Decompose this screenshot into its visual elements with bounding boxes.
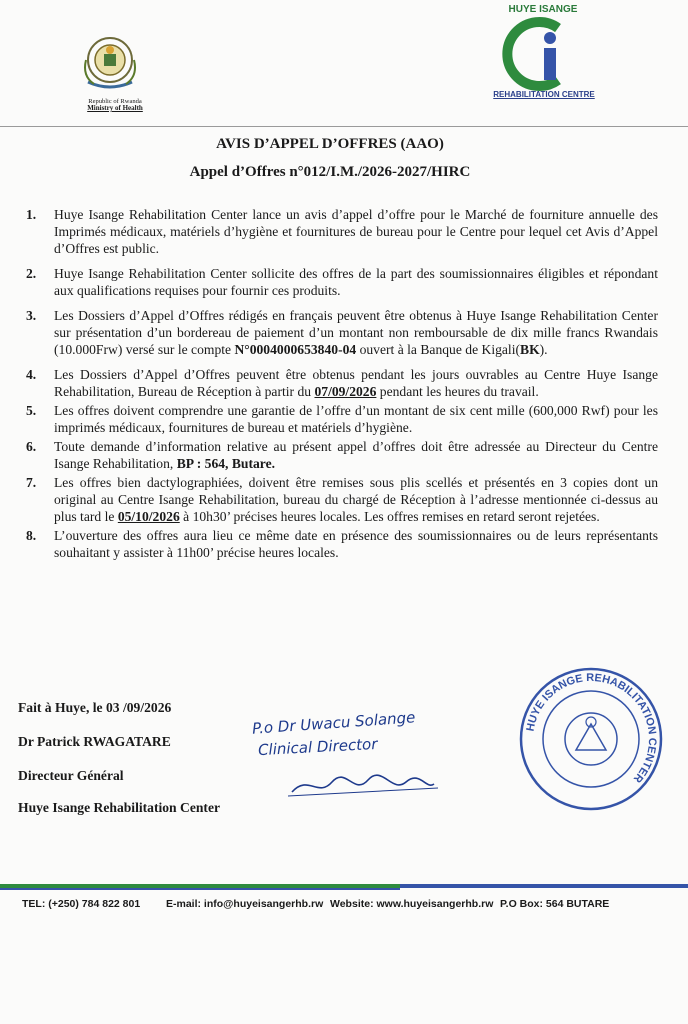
item-text: ouvert à la Banque de Kigali( [356, 342, 521, 357]
document-title: AVIS D’APPEL D’OFFRES (AAO) [216, 136, 444, 152]
item-text: Les offres bien dactylographiées, doivent être remises sous plis scellés et présentés en 3 copies dont un original au Centre Isange Rehabilitation, bureau du chargé de Réception à l’adresse mentionnée ci-dessus au plus tard le [54, 475, 658, 524]
list-item [26, 307, 658, 358]
item-number: 3. [26, 308, 37, 323]
list-item [26, 265, 658, 299]
item-text: Huye Isange Rehabilitation Center sollicite des offres de la part des soumissionnaires éligibles et répondant aux qualifications requises pour fournir ces produits. [54, 266, 658, 298]
item-text: ). [539, 342, 548, 357]
header-divider [0, 126, 688, 127]
org-name-top: HUYE ISANGE [508, 4, 578, 15]
footer-pobox: P.O Box: 564 BUTARE [500, 898, 610, 910]
footer-divider [0, 884, 688, 892]
footer-bar-thin [0, 888, 400, 890]
org-name-bottom: REHABILITATION CENTRE [493, 90, 595, 99]
item-number: 2. [26, 266, 37, 281]
bank-abbrev: BK [520, 342, 540, 357]
deadline-date: 05/10/2026 [117, 509, 180, 524]
item-number: 7. [26, 475, 37, 490]
item-text: Les Dossiers d’Appel d’Offres peuvent être obtenus pendant les jours ouvrables au Centre Huye Isange Rehabilitation, Bureau de Réception à partir du [54, 367, 658, 399]
start-date: 07/09/2026 [314, 384, 377, 399]
list-item [26, 402, 658, 436]
item-text: à 10h30’ précises heures locales. Les offres remises en retard seront rejetées. [179, 509, 600, 524]
signature-scribble-icon [288, 770, 438, 800]
postal-address: BP : 564, Butare. [176, 456, 276, 471]
item-text: Toute demande d’information relative au présent appel d’offres doit être adressée au Directeur du Centre Isange Rehabilitation, [54, 439, 658, 471]
signatory-org: Huye Isange Rehabilitation Center [18, 800, 221, 815]
footer-bar-blue [400, 884, 688, 888]
list-item [26, 366, 658, 400]
item-text: L’ouverture des offres aura lieu ce même date en présence des soumissionnaires ou de leurs représentants souhaitant y assister à 11h00’ précise heures locales. [54, 528, 658, 560]
list-item [26, 474, 658, 525]
handwritten-delegation: P.o Dr Uwacu Solange [251, 708, 416, 738]
item-text: Huye Isange Rehabilitation Center lance un avis d’appel d’offre pour le Marché de fourniture annuelle des Imprimés médicaux, matériels d’hygiène et fournitures de bureau pour le Centre pour lequel cet Avis d’Appel d’Offres est public. [54, 207, 658, 256]
item-number: 5. [26, 403, 37, 418]
item-text: Les Dossiers d’Appel d’Offres rédigés en français peuvent être obtenus à Huye Isange Rehabilitation Center sur présentation d’un bordereau de paiement d’un montant non remboursable de dix mille francs Rwandais (10.000Frw) versé sur le compte [54, 308, 658, 357]
coat-of-arms-icon [78, 30, 142, 100]
list-item [26, 438, 658, 472]
stamp-text: HUYE ISANGE REHABILITATION CENTER [524, 671, 659, 785]
hirc-logo-icon [496, 14, 586, 94]
item-number: 1. [26, 207, 37, 222]
footer-website: Website: www.huyeisangerhb.rw [330, 898, 494, 910]
coat-caption [70, 98, 160, 112]
coat-caption-ministry: Ministry of Health [87, 104, 143, 112]
list-item [26, 527, 658, 561]
item-number: 8. [26, 528, 37, 543]
coat-caption-country: Republic of Rwanda [88, 98, 142, 105]
list-item [26, 206, 658, 257]
item-number: 6. [26, 439, 37, 454]
footer-tel: TEL: (+250) 784 822 801 [22, 898, 141, 910]
item-number: 4. [26, 367, 37, 382]
document-reference: Appel d’Offres n°012/I.M./2026-2027/HIRC [189, 164, 471, 180]
signatory-role: Directeur Général [18, 768, 124, 783]
account-number: N°0004000653840-04 [234, 342, 357, 357]
item-text: pendant les heures du travail. [376, 384, 539, 399]
handwritten-title: Clinical Director [257, 734, 378, 760]
place-date: Fait à Huye, le 03 /09/2026 [18, 700, 172, 715]
official-stamp-icon [518, 666, 664, 812]
signatory-name: Dr Patrick RWAGATARE [18, 734, 171, 749]
item-text: Les offres doivent comprendre une garantie de l’offre d’un montant de six cent mille (600,000 Rwf) pour les imprimés médicaux, fournitures de bureau et matériels d’hygiène. [54, 403, 658, 435]
footer-email: E-mail: info@huyeisangerhb.rw [166, 898, 324, 910]
notice-items [26, 206, 658, 563]
